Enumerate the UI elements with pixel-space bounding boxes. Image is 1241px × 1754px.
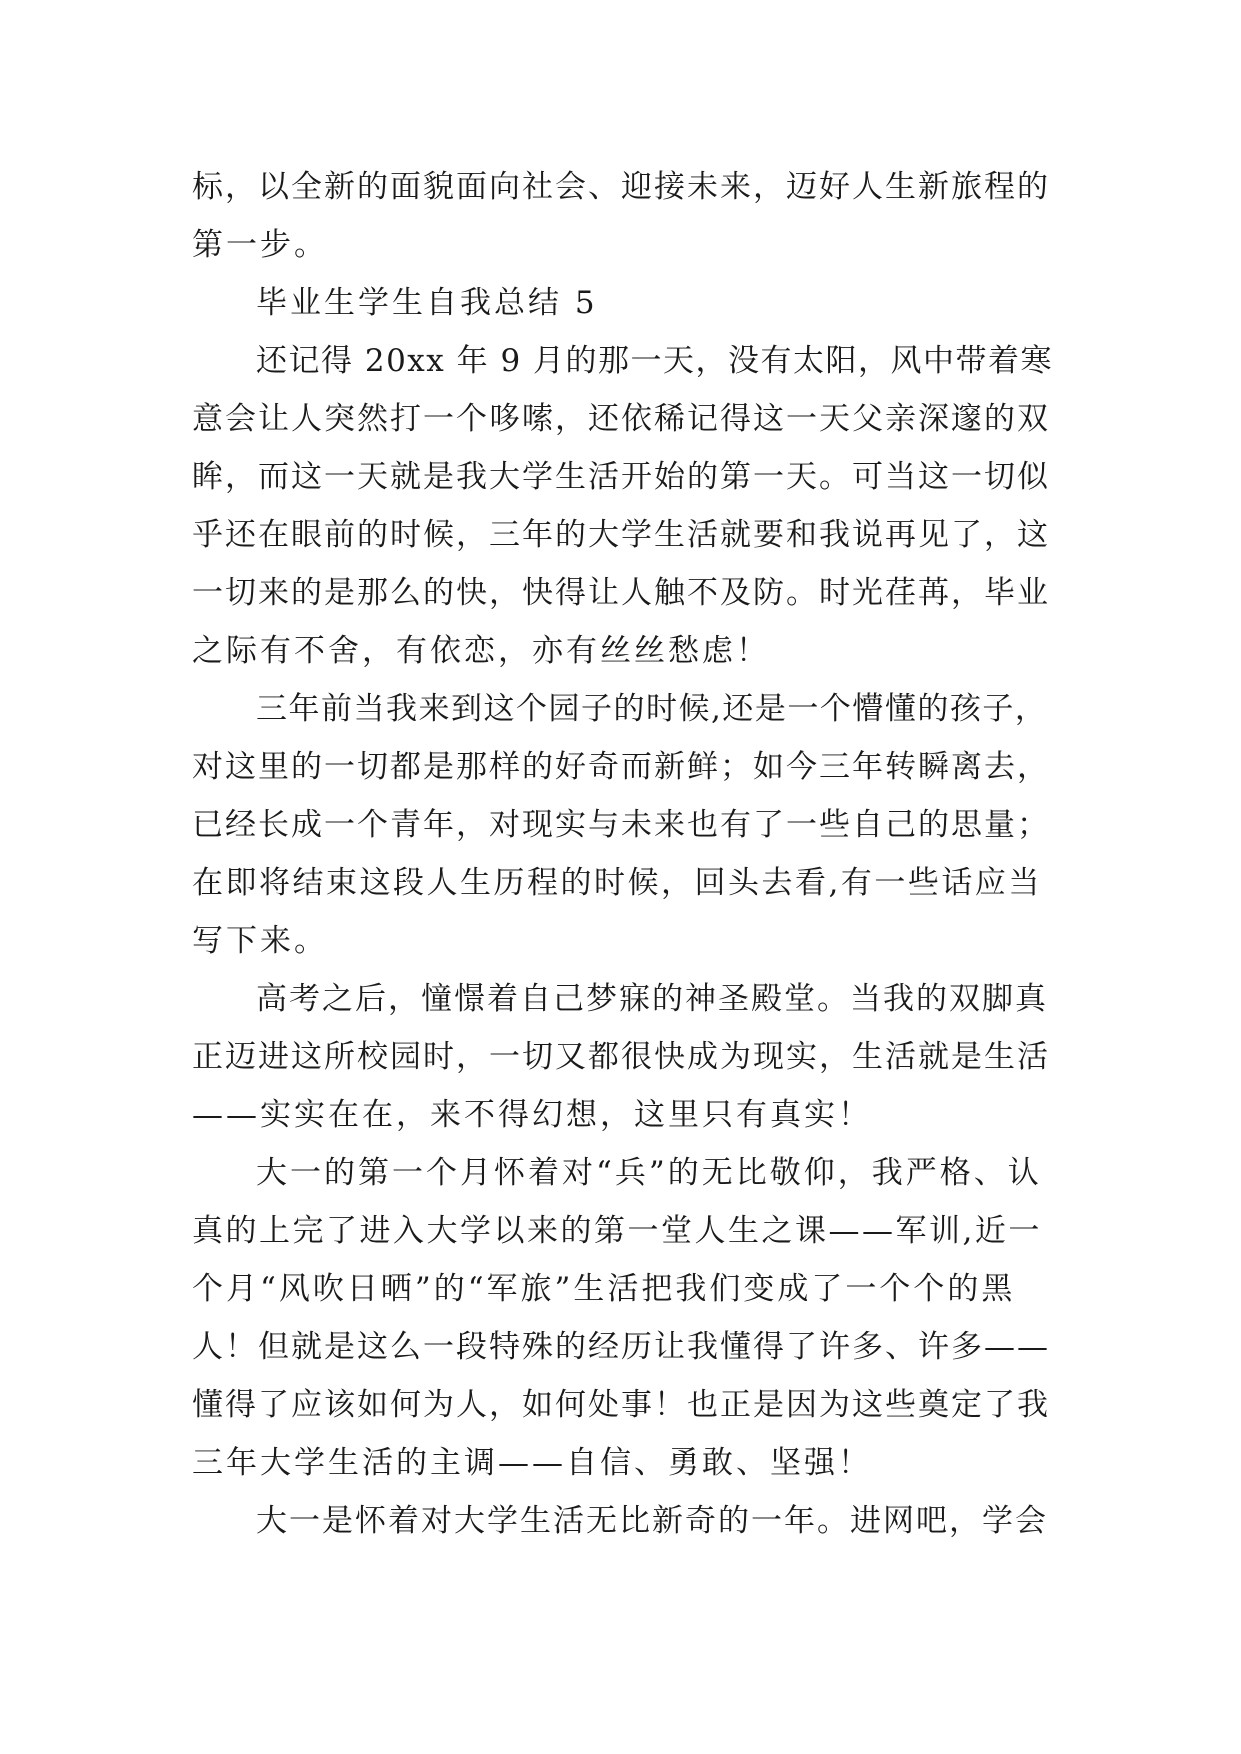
text-line: 还记得 20xx 年 9 月的那一天，没有太阳，风中带着寒	[256, 343, 1054, 379]
text-line: 写下来。	[192, 923, 328, 959]
document-body	[192, 158, 1054, 1550]
text-line: 正迈进这所校园时，一切又都很快成为现实，生活就是生活	[192, 1039, 1050, 1075]
text-line: 在即将结束这段人生历程的时候，回头去看,有一些话应当	[192, 865, 1042, 901]
text-line: 大一的第一个月怀着对“兵”的无比敬仰，我严格、认	[256, 1155, 1042, 1191]
text-line: 已经长成一个青年，对现实与未来也有了一些自己的思量；	[192, 807, 1050, 843]
text-line: 人！但就是这么一段特殊的经历让我懂得了许多、许多——	[192, 1329, 1050, 1365]
text-line: 懂得了应该如何为人，如何处事！也正是因为这些奠定了我	[192, 1387, 1050, 1423]
text-line: 个月“风吹日晒”的“军旅”生活把我们变成了一个个的黑	[192, 1271, 1016, 1307]
text-line: 之际有不舍，有依恋，亦有丝丝愁虑！	[192, 633, 770, 669]
text-line: 毕业生学生自我总结 5	[256, 285, 598, 321]
text-line: 眸，而这一天就是我大学生活开始的第一天。可当这一切似	[192, 459, 1050, 495]
text-line: 真的上完了进入大学以来的第一堂人生之课——军训,近一	[192, 1213, 1042, 1249]
text-line: 三年前当我来到这个园子的时候,还是一个懵懂的孩子，	[256, 691, 1048, 727]
text-line: 对这里的一切都是那样的好奇而新鲜；如今三年转瞬离去，	[192, 749, 1050, 785]
text-line: 意会让人突然打一个哆嗦，还依稀记得这一天父亲深邃的双	[192, 401, 1050, 437]
text-line: 三年大学生活的主调——自信、勇敢、坚强！	[192, 1445, 872, 1481]
text-line: 高考之后，憧憬着自己梦寐的神圣殿堂。当我的双脚真	[256, 981, 1048, 1017]
text-line: 乎还在眼前的时候，三年的大学生活就要和我说再见了，这	[192, 517, 1050, 553]
text-line: 标，以全新的面貌面向社会、迎接未来，迈好人生新旅程的	[192, 169, 1050, 205]
text-line: ——实实在在，来不得幻想，这里只有真实！	[192, 1097, 872, 1133]
text-line: 第一步。	[192, 227, 328, 263]
text-line: 一切来的是那么的快，快得让人触不及防。时光荏苒，毕业	[192, 575, 1050, 611]
text-line: 大一是怀着对大学生活无比新奇的一年。进网吧，学会	[256, 1503, 1048, 1539]
